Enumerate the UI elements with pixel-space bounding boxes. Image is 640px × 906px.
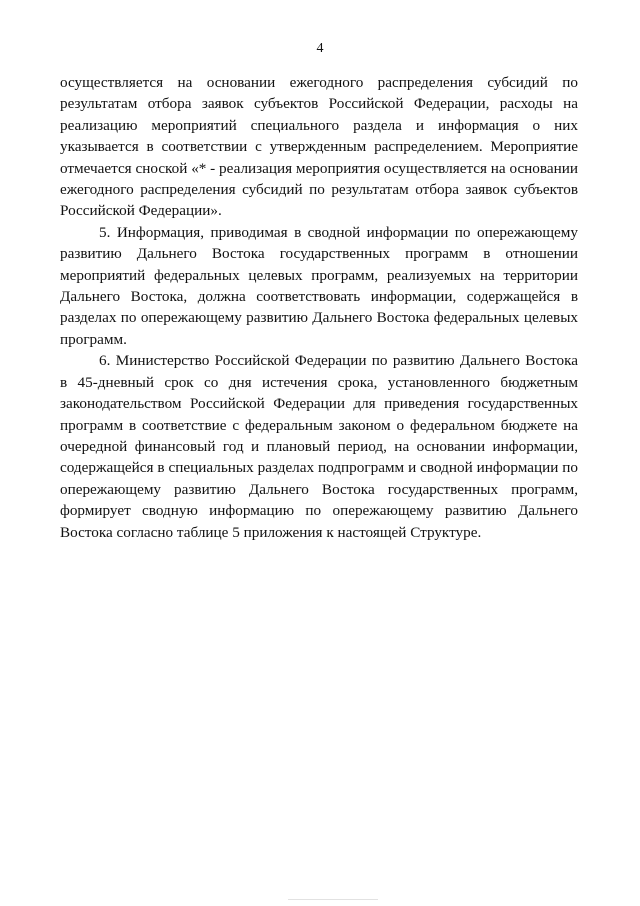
document-body [60, 72, 578, 543]
paragraph-item-6: 6. Министерство Российской Федерации по развитию Дальнего Востока в 45-дневный срок со дня истечения срока, установленного бюджетным законодательством Российской Федерации для приведения государственных программ в соответствие с федеральным законом о федеральном бюджете на очередной финансовый год и плановый период, на основании информации, содержащейся в специальных разделах подпрограмм и сводной информации по опережающему развитию Дальнего Востока государственных программ, формирует сводную информацию по опережающему развитию Дальнего Востока согласно таблице 5 приложения к настоящей Структуре. [60, 352, 578, 541]
page-number: 4 [316, 41, 324, 56]
paragraph-item-5: 5. Информация, приводимая в сводной информации по опережающему развитию Дальнего Востока государственных программ в отношении мероприятий федеральных целевых программ, реализуемых на территории Дальнего Востока, должна соответствовать информации, содержащейся в разделах по опережающему развитию Дальнего Востока федеральных целевых программ. [60, 223, 578, 348]
paragraph-continuation: осуществляется на основании ежегодного распределения субсидий по результатам отбора заявок субъектов Российской Федерации, расходы на реализацию мероприятий специального раздела и информация о них указывается в соответствии с утвержденным распределением. Мероприятие отмечается сноской «* - реализация мероприятия осуществляется на основании ежегодного распределения субсидий по результатам отбора заявок субъектов Российской Федерации». [60, 74, 578, 220]
